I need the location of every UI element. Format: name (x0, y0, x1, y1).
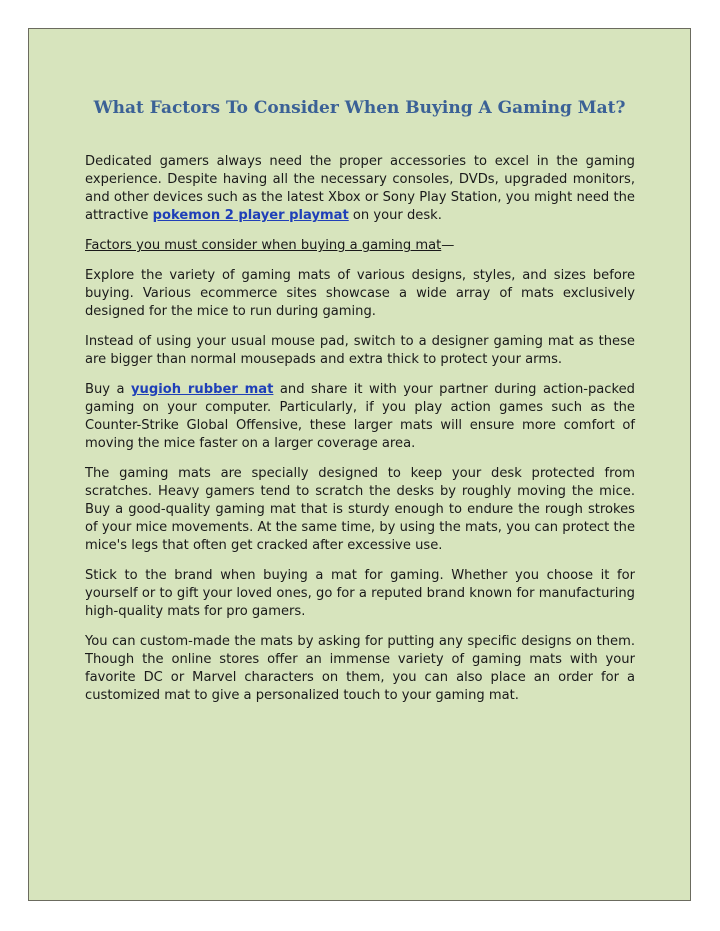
paragraph-protection: The gaming mats are specially designed to keep your desk protected from scratches. Heavy gamers tend to scratch the desks by roughly moving the mice. Buy a good-quality gaming mat that is sturdy enough to endure the rough strokes of your mice movements. At the same time, by using the mats, you can protect the mice's legs that often get cracked after excessive use. (85, 466, 635, 553)
paragraph-mousepad: Instead of using your usual mouse pad, switch to a designer gaming mat as these are bigger than normal mousepads and extra thick to protect your arms. (85, 334, 635, 367)
factors-heading-dash: — (441, 238, 455, 253)
paragraph-custom: You can custom-made the mats by asking for putting any specific designs on them. Though the online stores offer an immense variety of gaming mats with your favorite DC or Marvel characters on them, you can also place an order for a customized mat to give a personalized touch to your gaming mat. (85, 634, 635, 703)
yugioh-mat-link[interactable]: yugioh rubber mat (131, 382, 274, 397)
paragraph-factors-heading (85, 237, 635, 255)
paragraph-yugioh-text-b: and share it with your partner during action-packed gaming on your computer. Particularly, if you play action games such as the Counter-Strike Global Offensive, these larger mats will ensure more comfort of moving the mice faster on a larger coverage area. (85, 382, 635, 451)
paragraph-yugioh-text-a: Buy a (85, 382, 132, 397)
document-body (85, 153, 635, 717)
paragraph-intro-text-a: Dedicated gamers always need the proper accessories to excel in the gaming experience. Despite having all the necessary consoles, DVDs, upgraded monitors, and other devices such as the latest Xbox or Sony Play Station, you might need the attractive (85, 154, 635, 223)
factors-heading-text: Factors you must consider when buying a gaming mat (85, 238, 442, 253)
paragraph-brand: Stick to the brand when buying a mat for gaming. Whether you choose it for yourself or to gift your loved ones, go for a reputed brand known for manufacturing high-quality mats for pro gamers. (85, 568, 635, 619)
paragraph-yugioh (85, 381, 635, 453)
paragraph-variety: Explore the variety of gaming mats of various designs, styles, and sizes before buying. Various ecommerce sites showcase a wide array of mats exclusively designed for the mice to run during gaming. (85, 268, 635, 319)
document-title: What Factors To Consider When Buying A Gaming Mat? (93, 98, 626, 118)
paragraph-intro-text-b: on your desk. (348, 208, 442, 223)
paragraph-intro (85, 153, 635, 225)
pokemon-playmat-link[interactable]: pokemon 2 player playmat (152, 208, 349, 223)
